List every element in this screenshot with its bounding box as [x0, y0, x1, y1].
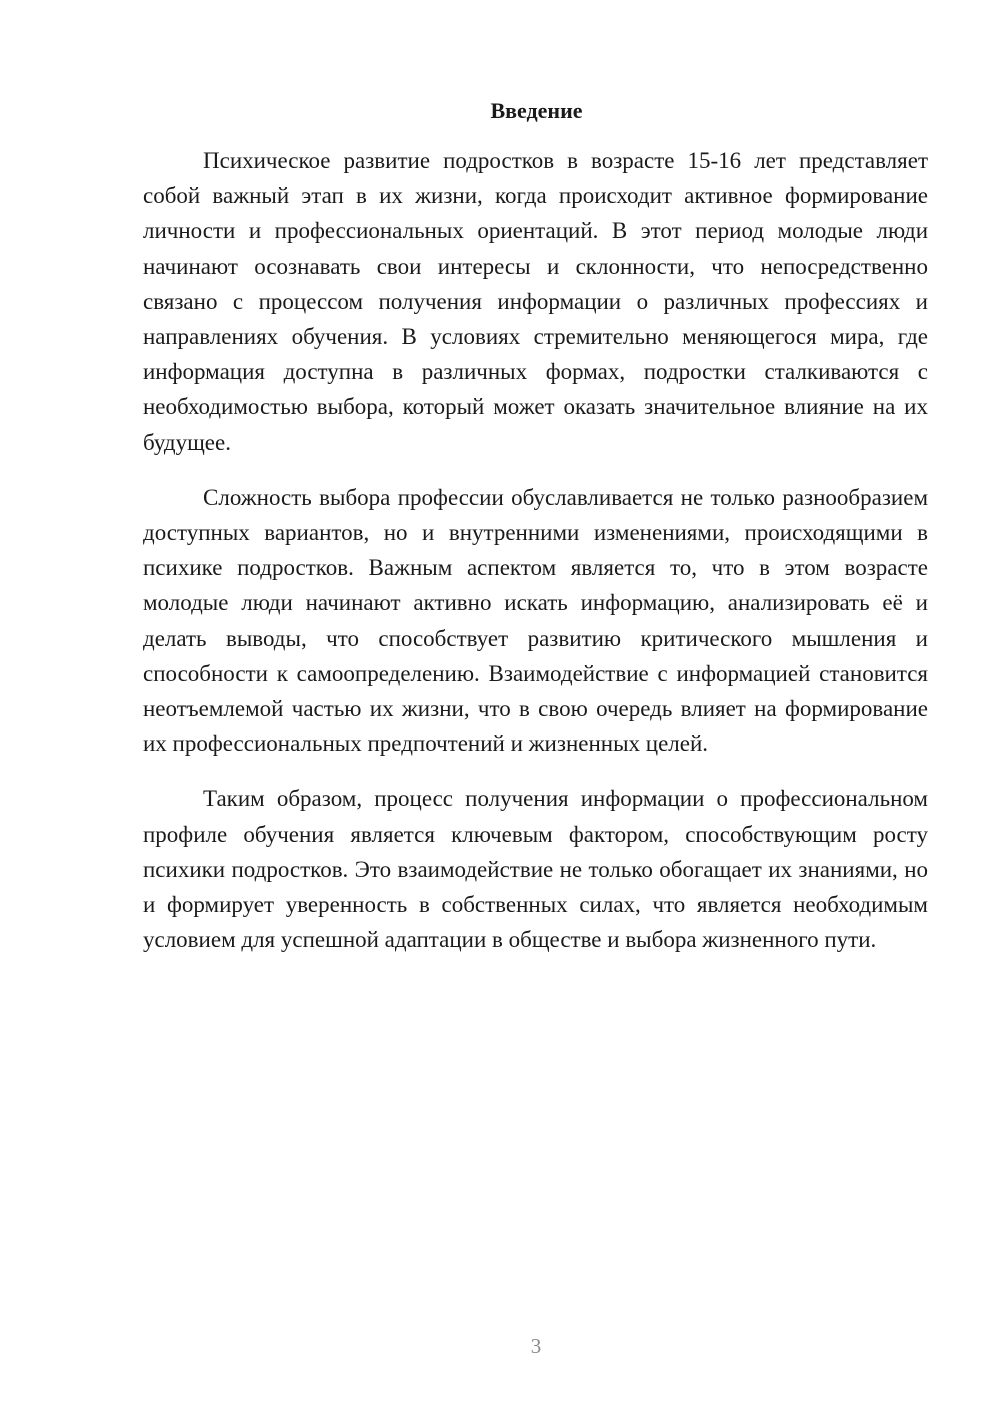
body-text [143, 143, 928, 977]
section-heading: Введение [490, 98, 583, 123]
paragraph-2: Сложность выбора профессии обуславливается не только разнообразием доступных вариантов, но и внутренними изменениями, происходящими в психике подростков. Важным аспектом является то, что в этом возрасте молодые люди начинают активно искать информацию, анализировать её и делать выводы, что способствует развитию критического мышления и способности к самоопределению. Взаимодействие с информацией становится неотъемлемой частью их жизни, что в свою очередь влияет на формирование их профессиональных предпочтений и жизненных целей. [143, 484, 928, 757]
paragraph-3: Таким образом, процесс получения информации о профессиональном профиле обучения является ключевым фактором, способствующим росту психики подростков. Это взаимодействие не только обогащает их знаниями, но и формирует уверенность в собственных силах, что является необходимым условием для успешной адаптации в обществе и выбора жизненного пути. [143, 786, 928, 953]
page-number: 3 [530, 1334, 542, 1358]
paragraph-1: Психическое развитие подростков в возрасте 15-16 лет представляет собой важный этап в их жизни, когда происходит активное формирование личности и профессиональных ориентаций. В этот период молодые люди начинают осознавать свои интересы и склонности, что непосредственно связано с процессом получения информации о различных профессиях и направлениях обучения. В условиях стремительно меняющегося мира, где информация доступна в различных формах, подростки сталкиваются с необходимостью выбора, который может оказать значительное влияние на их будущее. [143, 148, 928, 455]
